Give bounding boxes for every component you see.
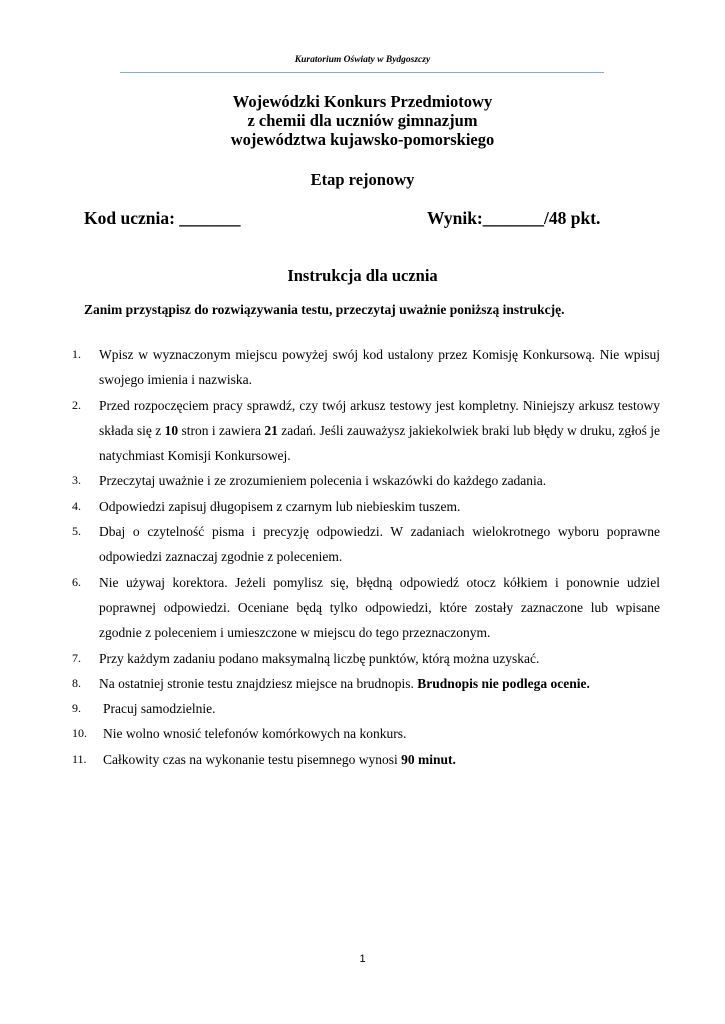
item-text: Nie używaj korektora. Jeżeli pomylisz się, błędną odpowiedź otocz kółkiem i ponownie udziel poprawnej odpowiedzi. Oceniane będą tylko odpowiedzi, które zostały zaznaczone lub wpisane zgodnie z poleceniem i umieszczone w miejscu do tego przeznaczonym. <box>99 574 660 641</box>
list-item <box>72 494 660 519</box>
item-number: 1. <box>72 347 81 361</box>
item-number: 4. <box>72 498 81 513</box>
list-item <box>72 468 660 493</box>
item-number: 6. <box>72 574 81 589</box>
task-count: 21 <box>264 422 278 438</box>
instructions-title: Instrukcja dla ucznia <box>287 266 438 285</box>
item-text-part: Całkowity czas na wykonanie testu pisemnego wynosi <box>103 751 402 767</box>
item-number: 8. <box>72 675 81 690</box>
item-text <box>99 747 660 772</box>
item-text-part: Przed rozpoczęciem pracy sprawdź, czy twój arkusz testowy jest kompletny. Niniejszy arkusz testowy składa się z <box>99 397 660 438</box>
student-code-field: Kod ucznia: _______ <box>84 208 241 228</box>
item-text-part: Na ostatniej stronie testu znajdziesz miejsce na brudnopis. <box>99 675 418 691</box>
item-text: Przeczytaj uważnie i ze zrozumieniem polecenia i wskazówki do każdego zadania. <box>99 473 547 489</box>
page-number: 1 <box>359 953 366 965</box>
instructions-list <box>72 342 660 772</box>
list-item <box>72 393 660 469</box>
item-number: 5. <box>72 524 81 539</box>
header-divider <box>120 72 604 73</box>
title-line-2: z chemii dla uczniów gimnazjum <box>247 111 478 130</box>
item-number: 10. <box>72 726 87 741</box>
item-text-part: stron i zawiera <box>178 422 265 438</box>
item-number: 11. <box>72 751 87 766</box>
item-text: Przy każdym zadaniu podano maksymalną liczbę punktów, którą można uzyskać. <box>99 650 540 666</box>
score-field: Wynik:_______/48 pkt. <box>427 208 601 228</box>
item-text: Odpowiedzi zapisuj długopisem z czarnym lub niebieskim tuszem. <box>99 498 461 514</box>
item-number: 2. <box>72 397 81 412</box>
item-text <box>99 671 660 696</box>
title-line-3: województwa kujawsko-pomorskiego <box>230 130 495 149</box>
item-text-bold: 90 minut. <box>401 751 456 767</box>
list-item <box>72 747 660 772</box>
item-text: Wpisz w wyznaczonym miejscu powyżej swój kod ustalony przez Komisję Konkursową. Nie wpisuj swojego imienia i nazwiska. <box>99 347 660 388</box>
item-text <box>99 393 660 469</box>
list-item <box>72 671 660 696</box>
header-institution: Kuratorium Oświaty w Bydgoszczy <box>294 55 431 65</box>
list-item <box>72 696 660 721</box>
item-text-bold: Brudnopis nie podlega ocenie. <box>417 675 590 691</box>
item-text: Dbaj o czytelność pisma i precyzję odpowiedzi. W zadaniach wielokrotnego wyboru poprawne odpowiedzi zaznaczaj zgodnie z poleceniem. <box>99 524 660 565</box>
list-item <box>72 646 660 671</box>
list-item <box>72 570 660 646</box>
list-item <box>72 519 660 570</box>
list-item <box>72 342 660 393</box>
item-text: Nie wolno wnosić telefonów komórkowych na konkurs. <box>103 726 407 742</box>
item-text: Pracuj samodzielnie. <box>103 701 216 717</box>
list-item <box>72 721 660 746</box>
item-number: 7. <box>72 650 81 665</box>
instructions-intro: Zanim przystąpisz do rozwiązywania testu, przeczytaj uważnie poniższą instrukcję. <box>84 302 565 317</box>
document-title <box>0 92 725 149</box>
stage-label: Etap rejonowy <box>310 170 415 189</box>
item-text-part: zadań. Jeśli zauważysz jakiekolwiek braki lub błędy w druku, zgłoś je natychmiast Komisji Konkursowej. <box>99 422 660 464</box>
page-count: 10 <box>164 422 179 438</box>
item-number: 9. <box>72 701 81 716</box>
item-number: 3. <box>72 473 81 488</box>
title-line-1: Wojewódzki Konkurs Przedmiotowy <box>232 92 493 111</box>
